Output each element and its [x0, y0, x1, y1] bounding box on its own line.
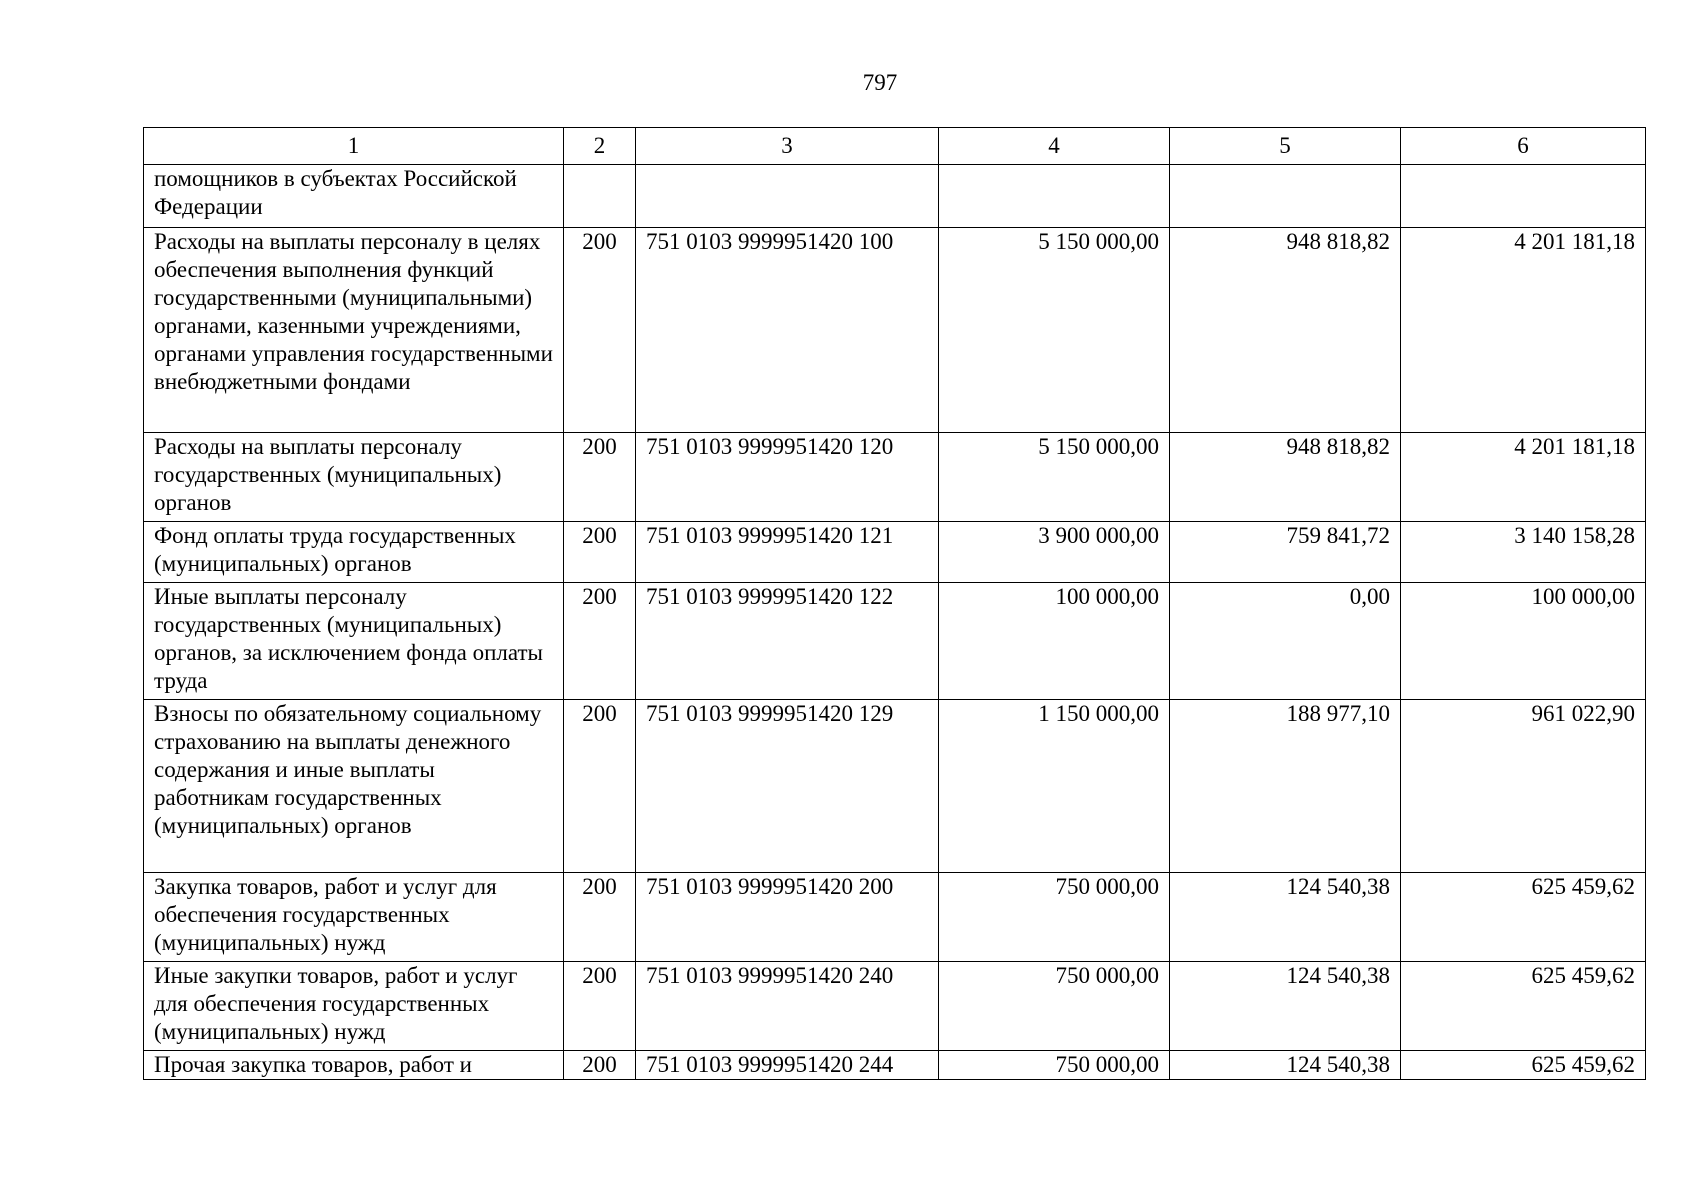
row-classification: 751 0103 9999951420 244 — [636, 1051, 939, 1080]
row-classification — [636, 165, 939, 228]
row-name: Иные закупки товаров, работ и услуг для обеспечения государственных (муниципальных) нужд — [144, 962, 564, 1051]
row-executed: 759 841,72 — [1170, 522, 1401, 583]
row-unexecuted: 625 459,62 — [1401, 1051, 1646, 1080]
row-classification: 751 0103 9999951420 100 — [636, 228, 939, 433]
column-header-3: 3 — [636, 128, 939, 165]
row-code: 200 — [564, 873, 636, 962]
row-unexecuted: 4 201 181,18 — [1401, 228, 1646, 433]
column-header-1: 1 — [144, 128, 564, 165]
row-unexecuted: 625 459,62 — [1401, 962, 1646, 1051]
row-unexecuted: 625 459,62 — [1401, 873, 1646, 962]
row-approved: 3 900 000,00 — [939, 522, 1170, 583]
row-code — [564, 165, 636, 228]
row-code: 200 — [564, 700, 636, 873]
table-row — [144, 433, 1646, 522]
row-unexecuted: 3 140 158,28 — [1401, 522, 1646, 583]
column-header-2: 2 — [564, 128, 636, 165]
table-row — [144, 522, 1646, 583]
row-name: Иные выплаты персоналу государственных (муниципальных) органов, за исключением фонда оплаты труда — [144, 583, 564, 700]
page-number: 797 — [862, 70, 898, 95]
budget-table — [143, 127, 1646, 1080]
row-name: Взносы по обязательному социальному страхованию на выплаты денежного содержания и иные выплаты работникам государственных (муниципальных) органов — [144, 700, 564, 873]
row-executed: 0,00 — [1170, 583, 1401, 700]
row-unexecuted — [1401, 165, 1646, 228]
row-classification: 751 0103 9999951420 121 — [636, 522, 939, 583]
row-classification: 751 0103 9999951420 129 — [636, 700, 939, 873]
row-executed: 948 818,82 — [1170, 433, 1401, 522]
row-code: 200 — [564, 583, 636, 700]
row-name: Фонд оплаты труда государственных (муниципальных) органов — [144, 522, 564, 583]
row-approved: 750 000,00 — [939, 873, 1170, 962]
row-approved: 1 150 000,00 — [939, 700, 1170, 873]
row-classification: 751 0103 9999951420 120 — [636, 433, 939, 522]
row-code: 200 — [564, 433, 636, 522]
table-row — [144, 583, 1646, 700]
row-approved: 5 150 000,00 — [939, 433, 1170, 522]
row-unexecuted: 100 000,00 — [1401, 583, 1646, 700]
header-row — [144, 128, 1646, 165]
row-approved: 100 000,00 — [939, 583, 1170, 700]
row-code: 200 — [564, 228, 636, 433]
table-row — [144, 165, 1646, 228]
row-executed: 124 540,38 — [1170, 962, 1401, 1051]
table-row — [144, 228, 1646, 433]
row-approved: 5 150 000,00 — [939, 228, 1170, 433]
row-approved — [939, 165, 1170, 228]
row-approved: 750 000,00 — [939, 1051, 1170, 1080]
row-code: 200 — [564, 1051, 636, 1080]
row-unexecuted: 4 201 181,18 — [1401, 433, 1646, 522]
row-classification: 751 0103 9999951420 200 — [636, 873, 939, 962]
row-name: Закупка товаров, работ и услуг для обеспечения государственных (муниципальных) нужд — [144, 873, 564, 962]
row-name: Расходы на выплаты персоналу в целях обеспечения выполнения функций государственными (муниципальными) органами, казенными учреждениями, органами управления государственными внебюджетными фондами — [144, 228, 564, 433]
row-code: 200 — [564, 962, 636, 1051]
column-header-4: 4 — [939, 128, 1170, 165]
table-row — [144, 700, 1646, 873]
row-executed — [1170, 165, 1401, 228]
row-approved: 750 000,00 — [939, 962, 1170, 1051]
column-header-5: 5 — [1170, 128, 1401, 165]
table-row — [144, 873, 1646, 962]
row-name: Расходы на выплаты персоналу государственных (муниципальных) органов — [144, 433, 564, 522]
column-header-6: 6 — [1401, 128, 1646, 165]
row-classification: 751 0103 9999951420 240 — [636, 962, 939, 1051]
row-executed: 188 977,10 — [1170, 700, 1401, 873]
row-code: 200 — [564, 522, 636, 583]
table-row — [144, 1051, 1646, 1080]
table-row — [144, 962, 1646, 1051]
row-executed: 948 818,82 — [1170, 228, 1401, 433]
row-name: помощников в субъектах Российской Федерации — [144, 165, 564, 228]
row-unexecuted: 961 022,90 — [1401, 700, 1646, 873]
row-executed: 124 540,38 — [1170, 873, 1401, 962]
row-classification: 751 0103 9999951420 122 — [636, 583, 939, 700]
row-executed: 124 540,38 — [1170, 1051, 1401, 1080]
row-name: Прочая закупка товаров, работ и — [144, 1051, 564, 1080]
